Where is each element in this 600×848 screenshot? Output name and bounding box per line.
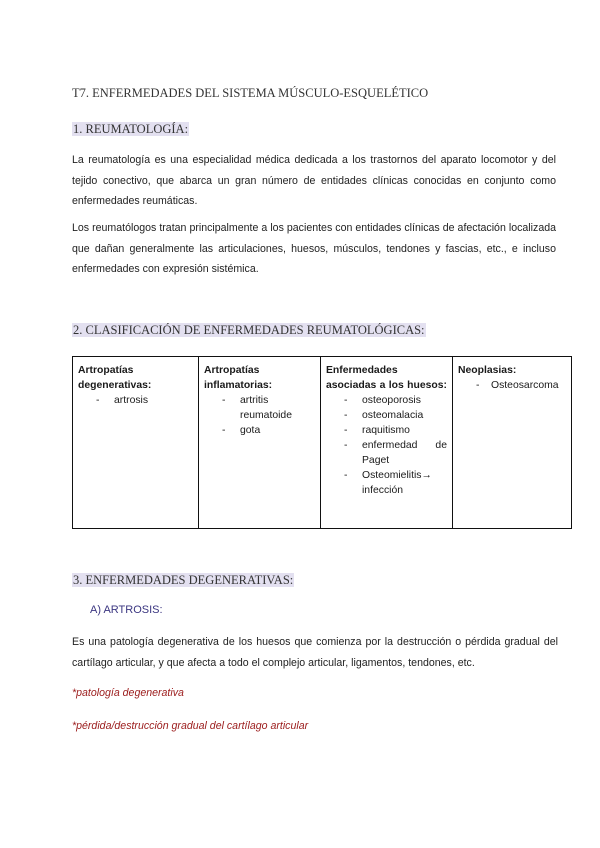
table-column-inflamatorias xyxy=(199,357,321,528)
table-column-header: Artropatías degenerativas: xyxy=(78,365,152,391)
page-title: T7. ENFERMEDADES DEL SISTEMA MÚSCULO-ESQUELÉTICO xyxy=(72,86,429,100)
paragraph-reumatologia-definition: La reumatología es una especialidad médica dedicada a los trastornos del aparato locomotor y del tejido conectivo, que abarca un gran número de entidades clínicas conocidas en conjunto como enfermedades reumáticas. xyxy=(72,154,556,207)
classification-table xyxy=(72,356,572,529)
list-item: - Osteomielitis→ infección xyxy=(326,468,447,498)
list-item: - raquitismo xyxy=(326,423,447,438)
table-column-neoplasias xyxy=(453,357,571,528)
paragraph-reumatologos: Los reumatólogos tratan principalmente a los pacientes con entidades clínicas de afectación localizada que dañan generalmente las articulaciones, huesos, músculos, tendones y fascias, etc., e incluso enfermedades con expresión sistémica. xyxy=(72,222,556,275)
subheading-artrosis: A) ARTROSIS: xyxy=(90,604,163,616)
list-item: - artritis reumatoide xyxy=(204,393,315,423)
list-item: - enfermedad de Paget xyxy=(326,438,447,468)
table-column-header: Neoplasias: xyxy=(458,365,517,376)
list-item: - gota xyxy=(204,423,315,438)
list-item: - osteoporosis xyxy=(326,393,447,408)
list-item: - Osteosarcoma xyxy=(458,378,566,393)
table-column-degenerativas xyxy=(73,357,199,528)
section-heading-degenerativas: 3. ENFERMEDADES DEGENERATIVAS: xyxy=(73,573,294,587)
paragraph-artrosis: Es una patología degenerativa de los huesos que comienza por la destrucción o pérdida gradual del cartílago articular, y que afecta a todo el complejo articular, ligamentos, tendones, etc. xyxy=(72,636,558,669)
section-heading-clasificacion: 2. CLASIFICACIÓN DE ENFERMEDADES REUMATOLÓGICAS: xyxy=(73,323,425,337)
list-item: - artrosis xyxy=(78,393,193,408)
note-perdida-cartilago: *pérdida/destrucción gradual del cartílago articular xyxy=(72,720,309,732)
section-heading-reumatologia: 1. REUMATOLOGÍA: xyxy=(73,122,189,136)
table-column-header: Artropatías inflamatorias: xyxy=(204,365,273,391)
note-patologia-degenerativa: *patología degenerativa xyxy=(72,687,184,699)
list-item: - osteomalacia xyxy=(326,408,447,423)
table-column-header: Enfermedades asociadas a los huesos: xyxy=(326,365,447,391)
table-column-huesos xyxy=(321,357,453,528)
